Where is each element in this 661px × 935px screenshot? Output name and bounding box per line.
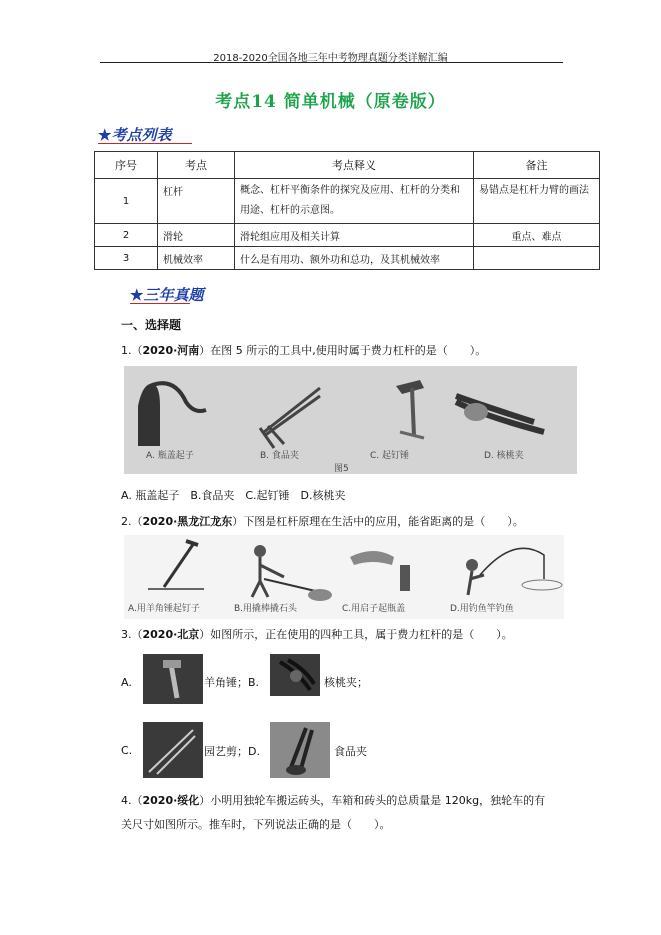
table-cell-no: 3 <box>95 247 158 270</box>
table-row <box>95 224 600 247</box>
table-header-cell: 考点 <box>158 152 235 179</box>
option-b-text: 核桃夹； <box>324 676 368 689</box>
q-prefix: 3.（ <box>121 628 143 641</box>
q-source-tag: 2020·黑龙江龙东 <box>142 515 233 528</box>
table-header-row <box>95 152 600 179</box>
section-heading-topics <box>98 124 171 145</box>
claw-hammer-icon <box>143 654 203 704</box>
question-2-stem <box>121 513 524 529</box>
table-cell-no: 2 <box>95 224 158 247</box>
table-cell-note: 易错点是杠杆力臂的画法 <box>474 179 600 224</box>
table-cell-topic: 滑轮 <box>158 224 235 247</box>
q-prefix: 1.（ <box>121 344 143 357</box>
header-rule <box>100 62 563 63</box>
question-3-stem <box>121 626 513 642</box>
option-a-text: 羊角锤；B. <box>204 676 260 689</box>
figure-caption: 图5 <box>334 464 349 474</box>
food-tongs-photo <box>270 722 330 778</box>
section-heading-text: 三年真题 <box>143 286 204 304</box>
section-underline <box>130 303 190 304</box>
figure-label: A.用羊角锤起钉子 <box>128 604 200 614</box>
claw-hammer-photo <box>143 654 203 704</box>
q-source-tag: 2020·绥化 <box>142 794 200 807</box>
figure-label: D. 核桃夹 <box>484 451 524 461</box>
page-header: 2018-2020全国各地三年中考物理真题分类详解汇编 <box>213 53 448 64</box>
figure-label: B.用撬棒撬石头 <box>234 604 298 614</box>
table-cell-topic: 机械效率 <box>158 247 235 270</box>
part-heading: 一、选择题 <box>121 318 182 332</box>
food-tongs-icon <box>270 722 330 778</box>
star-icon: ★ <box>98 126 112 144</box>
figure-label: B. 食品夹 <box>260 451 299 461</box>
q-prefix: 4.（ <box>121 794 143 807</box>
figure-label: C. 起钉锤 <box>370 451 410 461</box>
question-4-stem-line1 <box>121 792 545 808</box>
option-d-text: 食品夹 <box>334 745 367 758</box>
table-cell-desc: 滑轮组应用及相关计算 <box>235 224 474 247</box>
q-stem-text: ）小明用独轮车搬运砖头，车箱和砖头的总质量是 120kg，独轮车的有 <box>199 794 546 807</box>
question-4-stem-line2: 关尺寸如图所示。推车时，下列说法正确的是（ ）。 <box>121 818 391 831</box>
table-row <box>95 247 600 270</box>
table-cell-desc: 概念、杠杆平衡条件的探究及应用、杠杆的分类和用途、杠杆的示意图。 <box>235 179 474 224</box>
star-icon: ★ <box>130 286 144 304</box>
question-2-figure <box>124 535 564 619</box>
table-cell-desc: 什么是有用功、额外功和总功，及其机械效率 <box>235 247 474 270</box>
question-1-stem <box>121 342 486 358</box>
q-stem-text: ）如图所示，正在使用的四种工具，属于费力杠杆的是（ ）。 <box>199 628 513 641</box>
document-title: 考点14 简单机械（原卷版） <box>215 92 446 112</box>
option-a-letter: A. <box>121 676 132 689</box>
section-heading-text: 考点列表 <box>111 126 172 144</box>
q-prefix: 2.（ <box>121 515 143 528</box>
garden-shears-icon <box>143 722 203 778</box>
table-cell-topic: 杠杆 <box>158 179 235 224</box>
table-cell-note <box>474 247 600 270</box>
table-header-cell: 考点释义 <box>235 152 474 179</box>
question-1-options: A. 瓶盖起子 B.食品夹 C.起钉锤 D.核桃夹 <box>121 489 346 502</box>
q-stem-text: ）在图 5 所示的工具中,使用时属于费力杠杆的是（ ）。 <box>199 344 487 357</box>
section-underline <box>98 143 192 144</box>
nutcracker-photo <box>270 654 320 696</box>
table-header-cell: 序号 <box>95 152 158 179</box>
table-row <box>95 179 600 224</box>
figure-label: D.用钓鱼竿钓鱼 <box>450 604 514 614</box>
question-1-figure <box>124 366 577 474</box>
garden-shears-photo <box>143 722 203 778</box>
option-c-text: 园艺剪；D. <box>204 745 260 758</box>
q-source-tag: 2020·北京 <box>142 628 200 641</box>
nutcracker-icon <box>270 654 320 696</box>
figure-label: A. 瓶盖起子 <box>146 451 194 461</box>
option-c-letter: C. <box>121 744 133 757</box>
table-header-cell: 备注 <box>474 152 600 179</box>
figure-label: C.用启子起瓶盖 <box>342 604 406 614</box>
topic-table <box>94 151 600 270</box>
table-cell-no: 1 <box>95 179 158 224</box>
q-stem-text: ）下图是杠杆原理在生活中的应用，能省距离的是（ ）。 <box>232 515 524 528</box>
section-heading-exams <box>130 284 203 305</box>
table-cell-note: 重点、难点 <box>474 224 600 247</box>
q-source-tag: 2020·河南 <box>142 344 200 357</box>
